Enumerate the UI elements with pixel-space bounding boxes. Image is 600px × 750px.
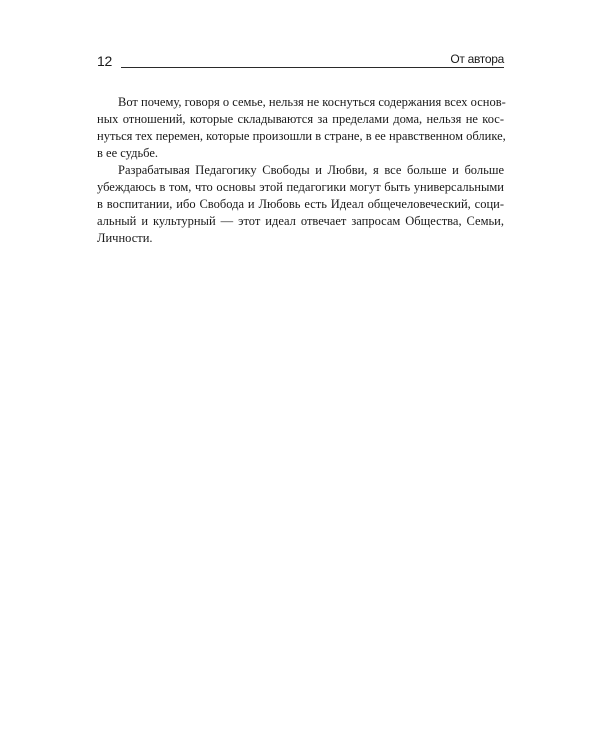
- page-header: [97, 52, 504, 72]
- text-line: Личности.: [97, 231, 153, 245]
- running-title: От автора: [450, 52, 504, 66]
- paragraph-1: [97, 94, 504, 162]
- text-line: Разрабатывая Педагогику Свободы и Любви, я все больше и больше: [118, 163, 504, 177]
- text-body: [97, 94, 504, 247]
- text-line: Вот почему, говоря о семье, нельзя не коснуться содержания всех основ-: [118, 95, 506, 109]
- text-line: альный и культурный — этот идеал отвечает запросам Общества, Семьи,: [97, 214, 504, 228]
- header-rule: [121, 67, 504, 68]
- text-line: в ее судьбе.: [97, 146, 159, 160]
- text-line: нуться тех перемен, которые произошли в стране, в ее нравственном облике,: [97, 129, 506, 143]
- text-line: в воспитании, ибо Свобода и Любовь есть Идеал общечеловеческий, соци-: [97, 197, 504, 211]
- text-line: ных отношений, которые складываются за пределами дома, нельзя не кос-: [97, 112, 504, 126]
- text-line: убеждаюсь в том, что основы этой педагогики могут быть универсальными: [97, 180, 504, 194]
- paragraph-2: [97, 162, 504, 247]
- page-number: 12: [97, 53, 112, 69]
